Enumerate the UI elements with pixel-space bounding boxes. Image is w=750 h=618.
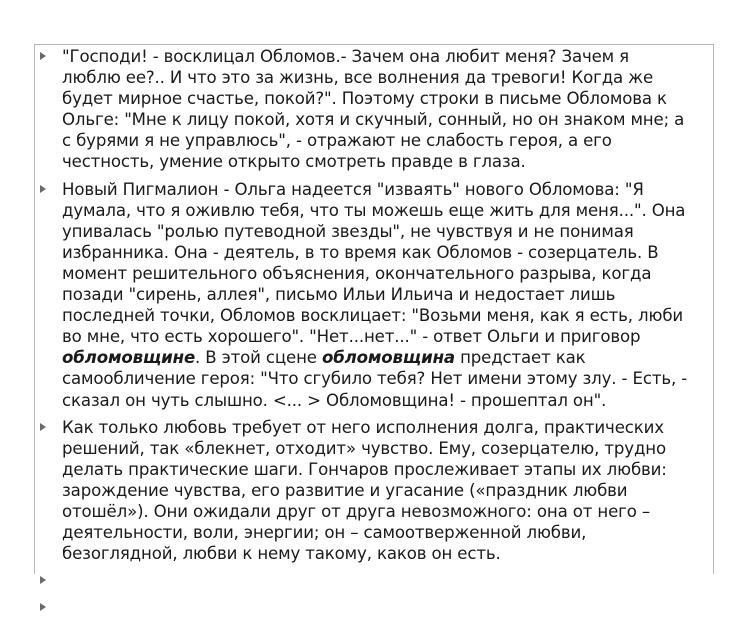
text-line: безоглядной, любви к нему такому, каков он есть.	[62, 544, 501, 564]
text-line: Новый Пигмалион - Ольга надеется "изваять" нового Обломова: "Я	[62, 179, 644, 199]
text-segment: предстает как	[454, 348, 586, 368]
bullet-item-1	[40, 46, 705, 173]
emphasis-term: обломовщина	[321, 348, 455, 368]
bullet-item-3	[40, 417, 705, 565]
text-line: будет мирное счастье, покой?". Поэтому строки в письме Обломова к	[62, 89, 667, 109]
text-line: во мне, что есть хорошего". "Нет...нет..." - ответ Ольги и приговор	[62, 327, 641, 347]
text-line: зарождение чувства, его развитие и угасание («праздник любви	[62, 480, 628, 500]
text-line: отошёл»). Они ожидали друг от друга невозможного: она от него –	[62, 501, 650, 521]
bullet-item-empty	[40, 597, 705, 618]
text-line: люблю ее?.. И что это за жизнь, все волнения да тревоги! Когда же	[62, 68, 654, 88]
text-line: "Господи! - восклицал Обломов.- Зачем она любит меня? Зачем я	[62, 47, 630, 66]
bullet-item-2	[40, 179, 705, 411]
text-line: позади "сирень, аллея", письмо Ильи Ильича и недостает лишь	[62, 285, 616, 305]
text-line: самообличение героя: "Что сгубило тебя? Нет имени этому злу. - Есть, -	[62, 369, 688, 389]
triangle-bullet-icon	[40, 576, 46, 584]
triangle-bullet-icon	[40, 423, 46, 431]
text-segment: . В этой сцене	[195, 348, 322, 368]
text-line: делать практические шаги. Гончаров прослеживает этапы их любви:	[62, 459, 667, 479]
text-line: сказал он чуть слышно. <... > Обломовщина! - прошептал он".	[62, 390, 607, 410]
triangle-bullet-icon	[40, 185, 46, 193]
text-line: деятельности, воли, энергии; он – самоотверженной любви,	[62, 523, 587, 543]
triangle-bullet-icon	[40, 603, 46, 611]
text-line: с бурями я не управлюсь", - отражают не слабость героя, а его	[62, 131, 612, 151]
bullet-item-empty	[40, 570, 705, 591]
text-line: избранника. Она - деятель, в то время как Обломов - созерцатель. В	[62, 242, 659, 262]
text-line: последней точки, Обломов восклицает: "Возьми меня, как я есть, люби	[62, 306, 684, 326]
text-line: честность, умение открыто смотреть правде в глаза.	[62, 152, 526, 172]
text-line: момент решительного объяснения, окончательного разрыва, когда	[62, 263, 652, 283]
triangle-bullet-icon	[40, 52, 46, 60]
text-line: думала, что я оживлю тебя, что ты можешь еще жить для меня...". Она	[62, 200, 686, 220]
slide-content	[40, 46, 705, 618]
text-line: упивалась "ролью путеводной звезды", не чувствуя и не понимая	[62, 221, 634, 241]
text-line: Как только любовь требует от него исполнения долга, практических	[62, 417, 664, 437]
text-line-mixed	[62, 347, 705, 368]
emphasis-term: обломовщине	[62, 348, 196, 368]
text-line: решений, так «блекнет, отходит» чувство. Ему, созерцателю, трудно	[62, 438, 666, 458]
text-line: Ольге: "Мне к лицу покой, хотя и скучный, сонный, но он знаком мне; а	[62, 110, 685, 130]
